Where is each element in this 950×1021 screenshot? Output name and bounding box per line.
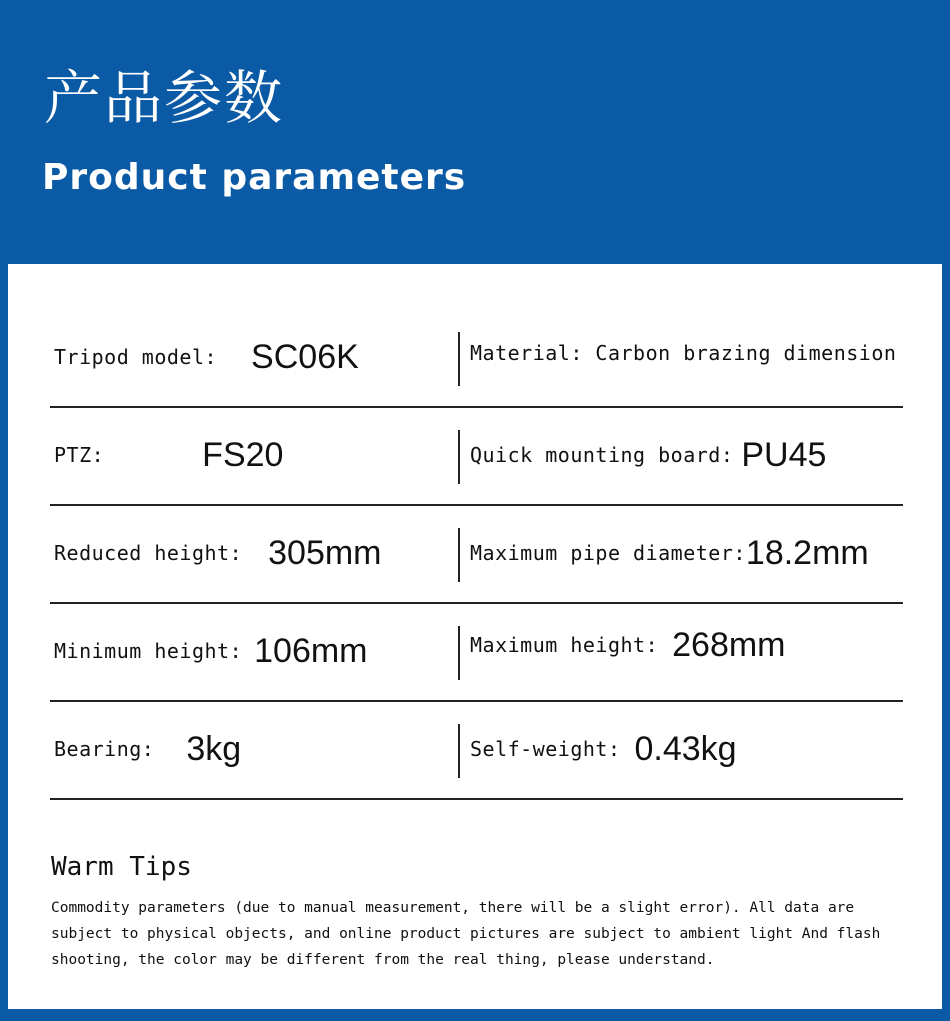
parameter-cell-left [54, 308, 454, 406]
parameter-cell-right [470, 406, 903, 504]
parameter-row [50, 504, 903, 604]
parameter-cell-right [470, 304, 903, 402]
parameter-label: Tripod model: [54, 345, 218, 369]
parameter-row [50, 700, 903, 800]
warm-tips-line: shooting, the color may be different from the real thing, please understand. [51, 952, 715, 968]
warm-tips-heading: Warm Tips [51, 852, 192, 882]
parameter-cell-left [54, 504, 454, 602]
parameter-label: Reduced height: [54, 541, 243, 565]
header-banner [0, 0, 950, 264]
parameter-cell-left [54, 700, 454, 798]
parameter-label: Maximum pipe diameter: [470, 541, 746, 565]
parameter-cell-left [54, 406, 454, 504]
parameter-value: 268mm [672, 625, 786, 664]
parameter-value: SC06K [251, 337, 359, 376]
parameter-label: Bearing: [54, 737, 155, 761]
parameter-value: 18.2mm [745, 533, 869, 572]
warm-tips-text [51, 895, 931, 973]
parameter-cell-right [470, 596, 903, 694]
parameter-row [50, 602, 903, 702]
parameter-cell-right [470, 700, 903, 798]
column-divider [458, 430, 460, 484]
column-divider [458, 626, 460, 680]
parameter-value: 0.43kg [634, 729, 737, 768]
parameter-value: 305mm [268, 533, 382, 572]
parameter-value: 106mm [254, 631, 368, 670]
parameter-cell-right [470, 504, 903, 602]
parameter-label: Material: Carbon brazing dimension [470, 341, 897, 365]
warm-tips-line: subject to physical objects, and online product pictures are subject to ambient light And flash [51, 926, 881, 942]
parameter-label: PTZ: [54, 443, 105, 467]
parameter-cell-left [54, 602, 454, 700]
column-divider [458, 332, 460, 386]
column-divider [458, 724, 460, 778]
parameters-panel [8, 264, 942, 1009]
parameter-value: PU45 [741, 435, 827, 474]
parameter-row [50, 308, 903, 408]
parameter-value: FS20 [202, 435, 284, 474]
parameter-label: Self-weight: [470, 737, 621, 761]
parameter-value: 3kg [186, 729, 242, 768]
page-title-chinese: 产品参数 [44, 64, 285, 132]
parameter-label: Maximum height: [470, 633, 659, 657]
page-title-english: Product parameters [42, 157, 467, 198]
column-divider [458, 528, 460, 582]
parameter-label: Minimum height: [54, 639, 243, 663]
parameter-row [50, 406, 903, 506]
warm-tips-line: Commodity parameters (due to manual measurement, there will be a slight error). All data are [51, 900, 855, 916]
parameter-label: Quick mounting board: [470, 443, 734, 467]
